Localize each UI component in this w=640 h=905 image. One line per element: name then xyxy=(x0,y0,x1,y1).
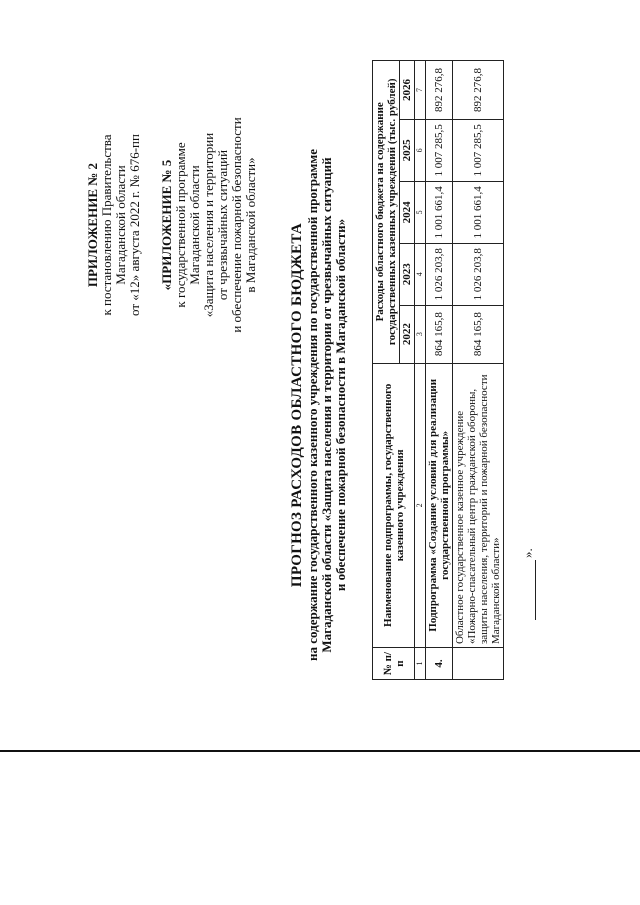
budget-table xyxy=(372,60,504,680)
row-value: 864 165,8 xyxy=(453,305,504,363)
header-year: 2025 xyxy=(400,119,415,181)
index-cell: 3 xyxy=(415,305,426,363)
closing-mark xyxy=(520,548,536,620)
header-expenses: Расходы областного бюджета на содержание государственных казенных учреждений (тыс. рублей) xyxy=(373,61,400,364)
scan-edge-line xyxy=(0,750,640,752)
appendix-inner-line: и обеспечение пожарной безопасности xyxy=(229,117,244,333)
header-num: № п/п xyxy=(373,648,415,680)
row-value: 1 026 203,8 xyxy=(453,243,504,305)
closing-underline xyxy=(535,560,536,620)
index-cell: 1 xyxy=(415,648,426,680)
row-value: 1 001 661,4 xyxy=(453,181,504,243)
row-value: 1 001 661,4 xyxy=(426,181,453,243)
row-name: Подпрограмма «Создание условий для реализации государственной программы» xyxy=(426,363,453,647)
index-cell: 6 xyxy=(415,119,426,181)
appendix-inner-line: Магаданской области xyxy=(187,165,202,285)
table-row xyxy=(453,61,504,680)
index-cell: 4 xyxy=(415,243,426,305)
row-num xyxy=(453,648,504,680)
appendix-inner-line: в Магаданской области» xyxy=(243,157,258,293)
header-year: 2023 xyxy=(400,243,415,305)
document-subtitle-line: и обеспечение пожарной безопасности в Магаданской области» xyxy=(333,218,348,592)
row-value: 1 026 203,8 xyxy=(426,243,453,305)
document-title-block xyxy=(288,55,348,755)
appendix-line: к постановлению Правительства xyxy=(99,134,114,316)
index-cell: 2 xyxy=(415,363,426,647)
document-subtitle-line: Магаданской области «Защита населения и территории от чрезвычайных ситуаций xyxy=(319,157,334,653)
index-cell: 7 xyxy=(415,61,426,120)
appendix-title: ПРИЛОЖЕНИЕ № 2 xyxy=(85,162,100,288)
index-row xyxy=(415,61,426,680)
header-year: 2026 xyxy=(400,61,415,120)
row-value: 864 165,8 xyxy=(426,305,453,363)
header-year: 2022 xyxy=(400,305,415,363)
row-value: 1 007 285,5 xyxy=(453,119,504,181)
appendix-inner-line: «Защита населения и территории xyxy=(201,132,216,318)
appendix-inner-title: «ПРИЛОЖЕНИЕ № 5 xyxy=(159,159,174,291)
row-num: 4. xyxy=(426,648,453,680)
appendix-inner-line: от чрезвычайных ситуаций xyxy=(215,149,230,301)
row-value: 892 276,8 xyxy=(426,61,453,120)
document-title: ПРОГНОЗ РАСХОДОВ ОБЛАСТНОГО БЮДЖЕТА xyxy=(289,222,305,588)
row-name: Областное государственное казенное учреждение «Пожарно-спасательный центр гражданской обороны, защиты населения, территорий и пожарной безопасности Магаданской области» xyxy=(453,363,504,647)
document-subtitle-line: на содержание государственного казенного учреждения по государственной программе xyxy=(305,149,320,661)
appendix-line: от «12» августа 2022 г. № 676-пп xyxy=(127,134,142,316)
table-row xyxy=(426,61,453,680)
header-name: Наименование подпрограммы, государственного казенного учреждения xyxy=(373,363,415,647)
row-value: 1 007 285,5 xyxy=(426,119,453,181)
appendix-block xyxy=(86,105,258,345)
row-value: 892 276,8 xyxy=(453,61,504,120)
index-cell: 5 xyxy=(415,181,426,243)
appendix-line: Магаданской области xyxy=(113,165,128,285)
appendix-inner-line: к государственной программе xyxy=(173,142,188,308)
header-year: 2024 xyxy=(400,181,415,243)
closing-text: ». xyxy=(520,548,535,558)
